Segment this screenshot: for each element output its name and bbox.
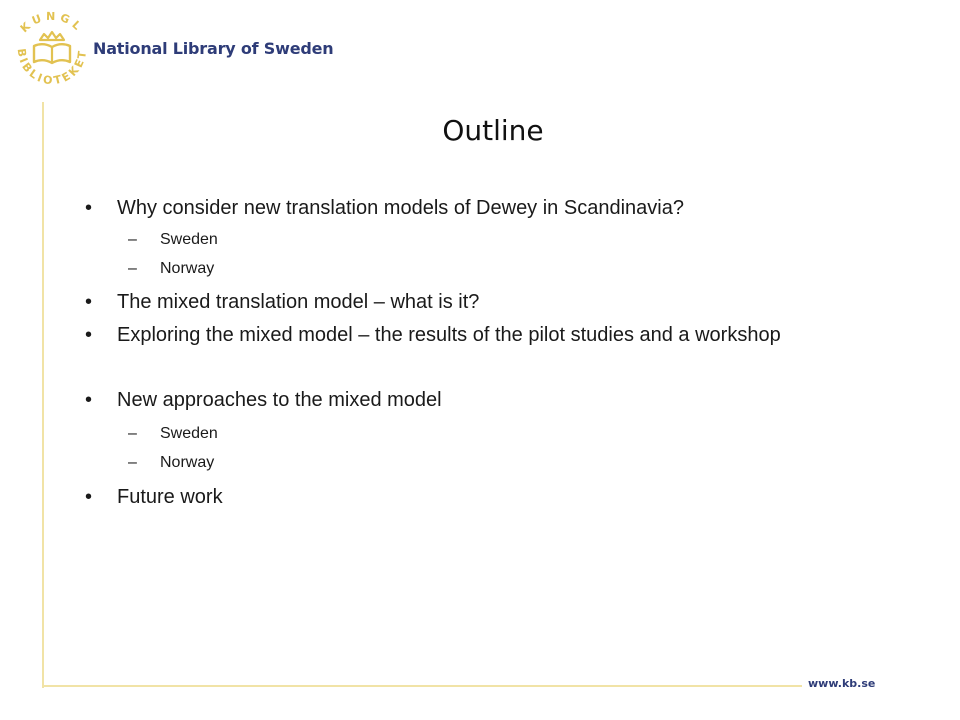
outline-subitem-text: Norway <box>160 260 215 277</box>
outline-item-text: New approaches to the mixed model <box>117 389 442 411</box>
svg-text:BIBLIOTEKET: BIBLIOTEKET <box>14 47 90 88</box>
outline-item-text: Future work <box>117 486 223 508</box>
bullet-icon: • <box>85 389 93 411</box>
dash-icon: – <box>128 231 137 248</box>
dash-icon: – <box>128 425 137 442</box>
outline-item-text: Exploring the mixed model – the results of the pilot studies and a workshop <box>117 324 781 346</box>
slide-title: Outline <box>442 114 544 147</box>
website-link[interactable]: www.kb.se <box>808 677 876 690</box>
bullet-icon: • <box>85 197 93 219</box>
bullet-icon: • <box>85 486 93 508</box>
outline-subitem-text: Norway <box>160 454 215 471</box>
organization-name: National Library of Sweden <box>93 39 334 58</box>
svg-text:KUNGL: KUNGL <box>17 9 87 36</box>
bullet-icon: • <box>85 324 93 346</box>
dash-icon: – <box>128 454 137 471</box>
bullet-icon: • <box>85 291 93 313</box>
dash-icon: – <box>128 260 137 277</box>
outline-subitem-text: Sweden <box>160 425 218 442</box>
outline-item-text: Why consider new translation models of Dewey in Scandinavia? <box>117 197 684 219</box>
outline-item-text: The mixed translation model – what is it? <box>117 291 480 313</box>
outline-subitem-text: Sweden <box>160 231 218 248</box>
